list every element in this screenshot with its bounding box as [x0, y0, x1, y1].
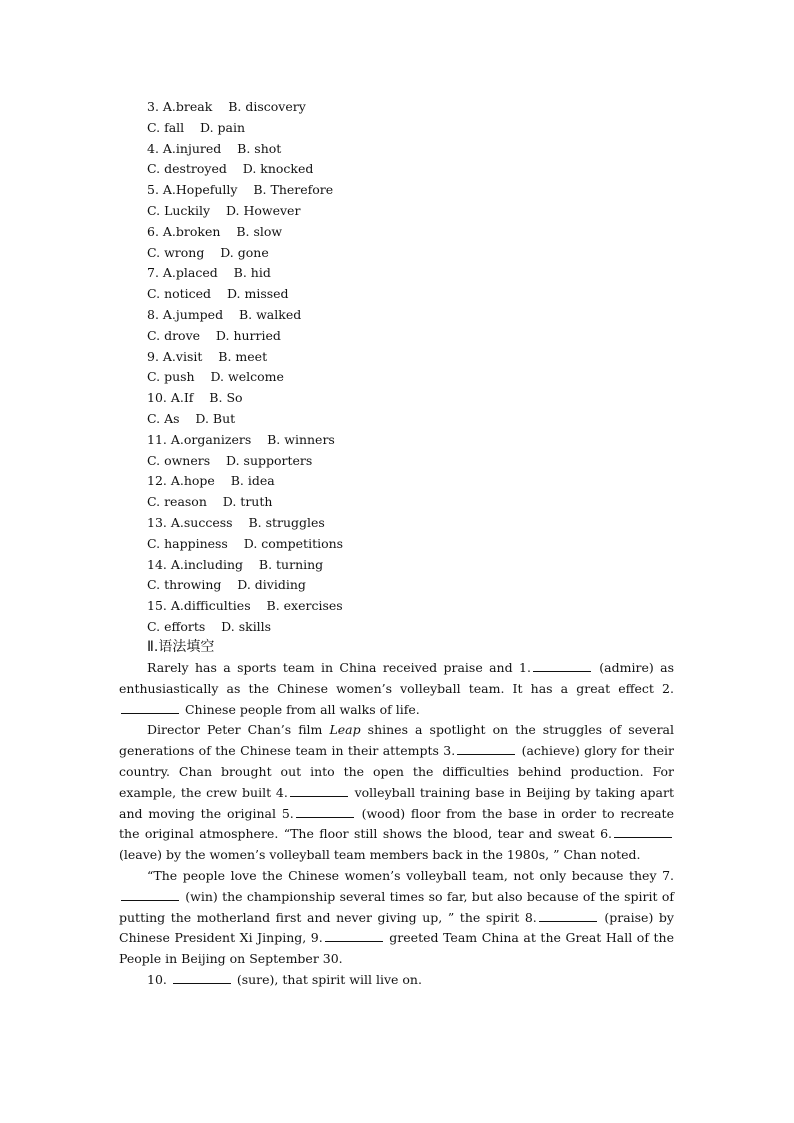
option-line: 6. A.broken B. slow — [147, 223, 283, 239]
option-line: 13. A.success B. struggles — [147, 514, 325, 530]
blank-5[interactable] — [296, 806, 354, 818]
blank-4[interactable] — [290, 785, 348, 797]
film-title: Leap — [329, 722, 361, 738]
option-line: 11. A.organizers B. winners — [147, 431, 335, 447]
option-line: 8. A.jumped B. walked — [147, 306, 302, 322]
option-line: C. reason D. truth — [147, 494, 273, 510]
option-line: C. efforts D. skills — [147, 618, 272, 634]
option-line: C. noticed D. missed — [147, 286, 289, 302]
option-line: 4. A.injured B. shot — [147, 140, 282, 156]
option-line: 12. A.hope B. idea — [147, 473, 275, 489]
option-line: C. throwing D. dividing — [147, 577, 306, 593]
passage-text: “The people love the Chinese women’s volleyball team, not only because they 7. — [147, 867, 674, 883]
option-line: C. wrong D. gone — [147, 244, 269, 260]
passage-text: (achieve) glory for their country. Chan brought out into the open the difficulties behind production. For example, the crew built 4. — [119, 743, 675, 800]
blank-2[interactable] — [121, 702, 179, 714]
option-line: 10. A.If B. So — [147, 390, 243, 406]
paragraph-2 — [119, 720, 674, 866]
passage-text: (win) the championship several times so far, but also because of the spirit of putting the motherland first and never giving up, ” the spirit 8. — [119, 888, 674, 925]
blank-9[interactable] — [325, 930, 383, 942]
passage-text: (sure), that spirit will live on. — [232, 971, 422, 987]
passage-text: Rarely has a sports team in China received praise and 1. — [147, 660, 531, 675]
option-line: C. drove D. hurried — [147, 327, 281, 343]
blank-3[interactable] — [457, 743, 515, 755]
passage-text: (wood) floor from the base in order to recreate the original atmosphere. “The floor still shows the blood, tear and sweat 6. — [119, 805, 674, 842]
answer-options — [147, 97, 343, 638]
paragraph-4 — [119, 970, 674, 991]
option-line: 15. A.difficulties B. exercises — [147, 598, 343, 614]
option-line: C. Luckily D. However — [147, 202, 301, 218]
passage-text: 10. — [147, 971, 171, 987]
passage-text: volleyball training base in Beijing by taking apart and moving the original 5. — [119, 784, 675, 821]
blank-10[interactable] — [173, 972, 231, 984]
blank-1[interactable] — [533, 660, 591, 672]
option-line: 3. A.break B. discovery — [147, 99, 306, 114]
passage-text: (leave) by the women’s volleyball team members back in the 1980s, ” Chan noted. — [119, 847, 641, 863]
option-line: C. push D. welcome — [147, 369, 284, 385]
passage-text: Chinese people from all walks of life. — [181, 701, 420, 717]
passage-text: Director Peter Chan’s film — [147, 722, 330, 738]
paragraph-3 — [119, 866, 674, 970]
passage-text: (admire) as enthusiastically as the Chinese women’s volleyball team. It has a great effect 2. — [119, 660, 674, 696]
option-line: 7. A.placed B. hid — [147, 265, 271, 281]
option-line: 5. A.Hopefully B. Therefore — [147, 182, 334, 198]
passage-text: greeted Team China at the Great Hall of the People in Beijing on September 30. — [119, 930, 674, 967]
passage-text: shines a spotlight on the struggles of several generations of the Chinese team in their attempts 3. — [119, 722, 674, 759]
option-line: C. As D. But — [147, 410, 236, 426]
blank-8[interactable] — [539, 910, 597, 922]
option-line: 9. A.visit B. meet — [147, 348, 268, 364]
passage-text: (praise) by Chinese President Xi Jinping, 9. — [119, 909, 674, 946]
option-line: C. destroyed D. knocked — [147, 161, 314, 177]
section-heading: Ⅱ.语法填空 — [147, 639, 215, 655]
option-line: 14. A.including B. turning — [147, 556, 324, 572]
option-line: C. owners D. supporters — [147, 452, 313, 468]
option-line: C. happiness D. competitions — [147, 535, 344, 551]
paragraph-1 — [119, 658, 674, 720]
grammar-passage — [119, 658, 674, 991]
option-line: C. fall D. pain — [147, 119, 246, 135]
blank-6[interactable] — [614, 826, 672, 838]
blank-7[interactable] — [121, 889, 179, 901]
